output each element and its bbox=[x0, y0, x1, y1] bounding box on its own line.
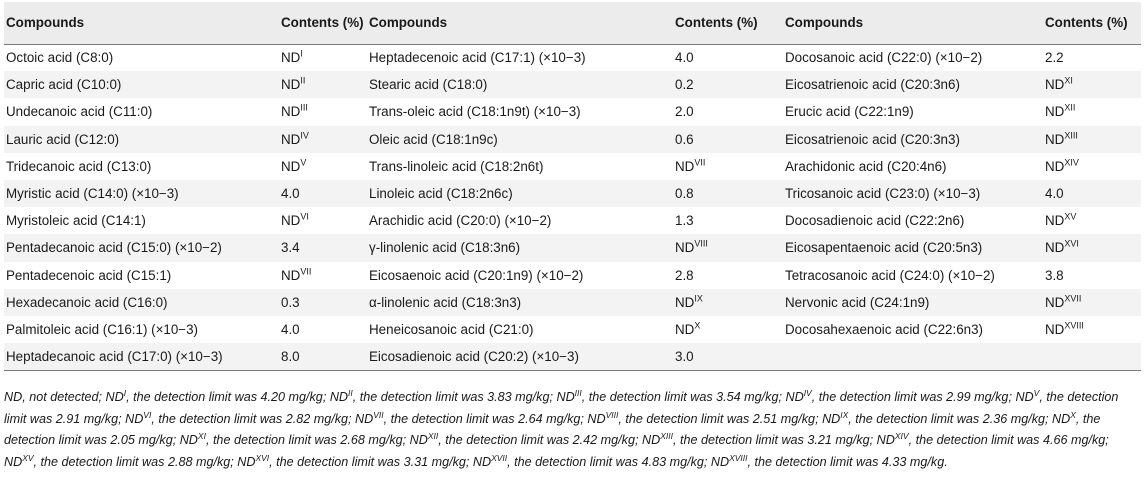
footnote-phrase: the detection limit was bbox=[445, 433, 570, 447]
content-value: ND bbox=[675, 321, 695, 337]
content-value: ND bbox=[675, 240, 695, 256]
content-value: 0.6 bbox=[675, 131, 694, 147]
footnote-superscript: XV bbox=[22, 452, 34, 463]
compound-name-cell: Arachidic acid (C20:0) (×10−2) bbox=[369, 213, 552, 229]
detection-limit-superscript: XVII bbox=[1064, 293, 1082, 304]
compound-name-cell: Undecanoic acid (C11:0) bbox=[6, 104, 153, 120]
content-value: 2.2 bbox=[1045, 50, 1064, 66]
content-value-cell bbox=[279, 289, 367, 316]
table-row bbox=[4, 234, 1141, 261]
content-value: ND bbox=[281, 104, 301, 120]
content-value-cell bbox=[673, 262, 783, 289]
content-value: ND bbox=[1045, 294, 1065, 310]
compound-name-cell: Lauric acid (C12:0) bbox=[6, 131, 120, 147]
detection-limit-superscript: V bbox=[300, 157, 307, 168]
compound-name-cell: Octoic acid (C8:0) bbox=[6, 50, 114, 66]
compound-name-cell: Heptadecanoic acid (C17:0) (×10−3) bbox=[4, 343, 279, 370]
table-body bbox=[4, 44, 1141, 370]
footnote-limit: 4.33 mg/kg bbox=[881, 454, 945, 469]
detection-limit-superscript: X bbox=[694, 320, 701, 331]
detection-limit-superscript: VII bbox=[694, 157, 706, 168]
footnote-nd-label: ND bbox=[785, 390, 804, 404]
content-value-cell bbox=[673, 316, 783, 343]
compound-name-cell: Arachidonic acid (C20:4n6) bbox=[785, 158, 947, 174]
footnote-phrase: the detection limit was bbox=[818, 390, 943, 404]
footnote-phrase: the detection limit was bbox=[4, 390, 1119, 426]
content-value: 4.0 bbox=[281, 321, 300, 337]
content-value-cell bbox=[279, 71, 367, 98]
footnote-nd-label: ND bbox=[237, 454, 256, 469]
compound-name-cell: Tricosanoic acid (C23:0) (×10−3) bbox=[785, 186, 981, 202]
footnote-item: $ND^{XIII}$, the detection limit was 3.21 mg/kg; bbox=[641, 430, 874, 447]
footnote-nd-label: ND bbox=[355, 411, 374, 426]
compound-name-cell: Eicosatrienoic acid (C20:3n6) bbox=[785, 77, 960, 93]
content-value: 1.3 bbox=[675, 213, 694, 229]
footnote-phrase: the detection limit was bbox=[276, 454, 401, 469]
content-value-cell bbox=[279, 343, 367, 370]
detection-limit-superscript: XIV bbox=[1064, 157, 1079, 168]
content-value-cell bbox=[279, 207, 367, 234]
footnote-phrase: the detection limit was bbox=[855, 411, 980, 426]
table-figure bbox=[0, 2, 1145, 492]
footnote-phrase: the detection limit was bbox=[158, 411, 283, 426]
footnote-superscript: XVIII bbox=[729, 452, 748, 463]
fatty-acid-table bbox=[4, 2, 1141, 371]
content-value: 2.8 bbox=[675, 267, 694, 283]
footnote-item: $ND^V$, the detection limit was 2.91 mg/kg; bbox=[4, 387, 1119, 426]
compound-name-cell: Stearic acid (C18:0) bbox=[369, 77, 488, 93]
content-value: ND bbox=[1045, 321, 1065, 337]
content-value: 2.0 bbox=[675, 104, 694, 120]
footnote-limit: 3.21 mg/kg bbox=[807, 433, 870, 447]
header-compounds-3: Compounds bbox=[783, 2, 1043, 44]
detection-limit-superscript: VI bbox=[300, 211, 309, 222]
content-value: 3.4 bbox=[281, 240, 300, 256]
footnote-nd-label: ND bbox=[710, 454, 730, 469]
header-compounds-2: Compounds bbox=[367, 2, 673, 44]
footnote-nd-label: ND bbox=[4, 454, 23, 469]
content-value-cell bbox=[279, 44, 367, 71]
content-value-cell bbox=[673, 98, 783, 125]
compound-name-cell: γ-linolenic acid (C18:3n6) bbox=[369, 240, 521, 256]
content-value: 8.0 bbox=[281, 348, 300, 364]
table-row bbox=[4, 262, 1141, 289]
footnote-limit: 2.36 mg/kg bbox=[982, 411, 1046, 426]
content-value-cell bbox=[673, 234, 783, 261]
footnote-nd-label: ND bbox=[329, 390, 349, 404]
content-value: ND bbox=[281, 158, 301, 174]
content-value: ND bbox=[1045, 104, 1065, 120]
footnote-superscript: III bbox=[574, 387, 582, 398]
footnote-nd-label: ND bbox=[1052, 411, 1071, 426]
footnote-superscript: II bbox=[348, 387, 353, 398]
compound-name-cell: Tetracosanoic acid (C24:0) (×10−2) bbox=[785, 267, 995, 283]
footnote-superscript: XVII bbox=[491, 452, 508, 463]
content-value-cell bbox=[1043, 343, 1141, 370]
content-value-cell bbox=[1043, 180, 1141, 207]
table-row bbox=[4, 153, 1141, 180]
detection-limit-superscript: IX bbox=[694, 293, 703, 304]
footnote-item: $ND^{VI}$, the detection limit was 2.82 mg/kg; bbox=[125, 409, 352, 426]
footnote-limit: 3.31 mg/kg bbox=[403, 454, 466, 469]
detection-limit-superscript: XVI bbox=[1064, 238, 1079, 249]
content-value: ND bbox=[281, 77, 301, 93]
detection-limit-superscript: XI bbox=[1064, 75, 1073, 86]
footnote-item: $ND^X$, the detection limit was 2.05 mg/kg; bbox=[4, 409, 1101, 447]
footnote-nd-label: ND bbox=[125, 411, 144, 426]
footnote-limit: 3.54 mg/kg bbox=[716, 390, 779, 404]
footnote-phrase: the detection limit was bbox=[390, 411, 515, 426]
compound-name-cell: Erucic acid (C22:1n9) bbox=[785, 104, 914, 120]
footnote-item: $ND^{XV}$, the detection limit was 2.88 mg/kg; bbox=[4, 452, 234, 469]
content-value-cell bbox=[673, 289, 783, 316]
footnote-superscript: IX bbox=[840, 409, 849, 420]
content-value-cell bbox=[279, 316, 367, 343]
content-value: 0.8 bbox=[675, 186, 694, 202]
header-compounds-1: Compounds bbox=[4, 2, 279, 44]
footnote-item: $ND^{XIV}$, the detection limit was 4.66 mg/kg; bbox=[876, 430, 1109, 447]
compound-name-cell: Heptadecenoic acid (C17:1) (×10−3) bbox=[369, 50, 586, 66]
table-row bbox=[4, 98, 1141, 125]
detection-limit-superscript: XII bbox=[1064, 103, 1076, 113]
footnote-superscript: X bbox=[1070, 409, 1076, 420]
compound-name-cell: Pentadecanoic acid (C15:0) (×10−2) bbox=[6, 240, 222, 256]
footnote-nd-label: ND bbox=[876, 433, 895, 447]
compound-name-cell: Docosanoic acid (C22:0) (×10−2) bbox=[785, 50, 983, 66]
content-value: ND bbox=[1045, 131, 1065, 147]
footnote-phrase: the detection limit was bbox=[212, 433, 337, 447]
footnote-intro: ND, not detected; bbox=[4, 390, 103, 404]
content-value: 4.0 bbox=[675, 50, 694, 66]
header-row bbox=[4, 2, 1141, 44]
footnote-item: $ND^{XVI}$, the detection limit was 3.31 mg/kg; bbox=[237, 452, 470, 469]
compound-name-cell: Eicosapentaenoic acid (C20:5n3) bbox=[785, 240, 983, 256]
footnote-superscript: VII bbox=[373, 409, 384, 420]
footnote-limit: 2.05 mg/kg bbox=[110, 433, 173, 447]
footnote-limit: 3.83 mg/kg bbox=[487, 390, 550, 404]
compound-name-cell: Nervonic acid (C24:1n9) bbox=[785, 294, 930, 310]
footnote-nd-label: ND bbox=[587, 411, 606, 426]
content-value: ND bbox=[675, 294, 695, 310]
content-value-cell bbox=[673, 207, 783, 234]
footnote-phrase: the detection limit was bbox=[40, 454, 165, 469]
header-contents-3: Contents (%) bbox=[1043, 2, 1141, 44]
content-value: 4.0 bbox=[281, 186, 300, 202]
content-value: 3.8 bbox=[1045, 267, 1064, 283]
footnote-limit: 2.99 mg/kg bbox=[946, 390, 1009, 404]
compound-name-cell: Docosahexaenoic acid (C22:6n3) bbox=[785, 321, 984, 337]
footnote-nd-label: ND bbox=[179, 433, 198, 447]
footnote-limit: 2.88 mg/kg bbox=[167, 454, 231, 469]
content-value-cell bbox=[1043, 126, 1141, 153]
footnote-limit: 2.68 mg/kg bbox=[340, 433, 403, 447]
table-row bbox=[4, 207, 1141, 234]
content-value-cell bbox=[1043, 44, 1141, 71]
content-value: ND bbox=[1045, 158, 1065, 174]
footnote-nd-label: ND bbox=[409, 433, 428, 447]
footnote-superscript: VIII bbox=[605, 409, 619, 420]
content-value: ND bbox=[1045, 77, 1065, 93]
table-row bbox=[4, 180, 1141, 207]
footnote-nd-label: ND bbox=[556, 390, 575, 404]
footnote-phrase: the detection limit was bbox=[625, 411, 750, 426]
detection-limit-superscript: XIII bbox=[1064, 130, 1078, 141]
compound-name-cell: Hexadecanoic acid (C16:0) bbox=[6, 294, 168, 310]
compound-name-cell: Eicosadienoic acid (C20:2) (×10−3) bbox=[367, 343, 673, 370]
content-value-cell bbox=[1043, 262, 1141, 289]
table-header bbox=[4, 2, 1141, 44]
content-value: ND bbox=[1045, 240, 1065, 256]
header-contents-2: Contents (%) bbox=[673, 2, 783, 44]
compound-name-cell: Trans-linoleic acid (C18:2n6t) bbox=[369, 158, 544, 174]
footnote-phrase: the detection limit was bbox=[514, 454, 639, 469]
content-value-cell bbox=[1043, 98, 1141, 125]
footnote-superscript: XIII bbox=[660, 430, 673, 441]
footnote-item: $ND^{VIII}$, the detection limit was 2.51 mg/kg; bbox=[587, 409, 819, 426]
content-value-cell bbox=[279, 126, 367, 153]
footnote-nd-label: ND bbox=[641, 433, 661, 447]
footnote-limit: 2.91 mg/kg bbox=[55, 411, 119, 426]
footnote-superscript: VI bbox=[143, 409, 152, 420]
footnote-nd-label: ND bbox=[1015, 390, 1034, 404]
footnote-phrase: the detection limit was bbox=[679, 433, 804, 447]
compound-name-cell: Myristic acid (C14:0) (×10−3) bbox=[6, 186, 179, 202]
table-row bbox=[4, 71, 1141, 98]
table-row bbox=[4, 289, 1141, 316]
content-value-cell bbox=[1043, 207, 1141, 234]
footnote-item: $ND^{XI}$, the detection limit was 2.68 mg/kg; bbox=[179, 430, 407, 447]
content-value: ND bbox=[1045, 213, 1065, 229]
content-value-cell bbox=[279, 153, 367, 180]
footnote-limit: 4.83 mg/kg bbox=[641, 454, 704, 469]
footnote-limit: 4.66 mg/kg bbox=[1042, 433, 1106, 447]
footnote-limit: 2.82 mg/kg bbox=[285, 411, 349, 426]
footnote-nd-label: ND bbox=[822, 411, 841, 426]
content-value-cell bbox=[1043, 316, 1141, 343]
content-value-cell bbox=[673, 126, 783, 153]
content-value: ND bbox=[675, 158, 695, 174]
content-value-cell bbox=[279, 98, 367, 125]
compound-name-cell: Eicosatrienoic acid (C20:3n3) bbox=[785, 131, 960, 147]
compound-name-cell: Linoleic acid (C18:2n6c) bbox=[369, 186, 513, 202]
content-value-cell bbox=[673, 71, 783, 98]
content-value: 4.0 bbox=[1045, 186, 1064, 202]
detection-limit-superscript: III bbox=[300, 103, 308, 113]
footnote-item: $ND^{III}$, the detection limit was 3.54 mg/kg; bbox=[556, 387, 782, 404]
footnote-limit: 2.51 mg/kg bbox=[752, 411, 816, 426]
compound-name-cell: Docosadienoic acid (C22:2n6) bbox=[785, 213, 965, 229]
footnote-superscript: XII bbox=[427, 430, 439, 441]
footnote-item: $ND^{XII}$, the detection limit was 2.42 mg/kg; bbox=[409, 430, 639, 447]
compound-name-cell: Tridecanoic acid (C13:0) bbox=[6, 158, 152, 174]
content-value-cell bbox=[1043, 289, 1141, 316]
content-value-cell bbox=[279, 180, 367, 207]
content-value: 0.2 bbox=[675, 77, 694, 93]
header-contents-1: Contents (%) bbox=[279, 2, 367, 44]
footnote-phrase: the detection limit was bbox=[915, 433, 1040, 447]
footnote-phrase: the detection limit was bbox=[754, 454, 879, 469]
content-value: ND bbox=[281, 267, 301, 283]
footnote-superscript: V bbox=[1033, 387, 1040, 398]
footnote-nd-label: ND bbox=[472, 454, 492, 469]
detection-limit-superscript: VIII bbox=[694, 238, 708, 249]
detection-limit-superscript: XV bbox=[1064, 211, 1077, 222]
compound-name-cell: Pentadecenoic acid (C15:1) bbox=[6, 267, 172, 283]
compound-name-cell: Myristoleic acid (C14:1) bbox=[6, 213, 146, 229]
table-row bbox=[4, 126, 1141, 153]
compound-name-cell: Palmitoleic acid (C16:1) (×10−3) bbox=[6, 321, 199, 337]
compound-name-cell bbox=[783, 343, 1043, 370]
footnote-item: $ND^{IX}$, the detection limit was 2.36 mg/kg; bbox=[822, 409, 1049, 426]
content-value: 3.0 bbox=[675, 348, 694, 364]
content-value-cell bbox=[1043, 71, 1141, 98]
footnote-superscript: XI bbox=[197, 430, 206, 441]
content-value: ND bbox=[281, 213, 301, 229]
footnote-superscript: XVI bbox=[255, 452, 270, 463]
compound-name-cell: Heneicosanoic acid (C21:0) bbox=[369, 321, 534, 337]
compound-name-cell: Trans-oleic acid (C18:1n9t) (×10−3) bbox=[369, 104, 581, 120]
footnote-item: $ND^{XVII}$, the detection limit was 4.83 mg/kg; bbox=[472, 452, 708, 469]
footnote-limit: 2.64 mg/kg bbox=[518, 411, 581, 426]
detection-limit-superscript: IV bbox=[300, 130, 309, 141]
table-footnote bbox=[4, 387, 1141, 473]
footnote-superscript: IV bbox=[803, 387, 812, 398]
table-row bbox=[4, 44, 1141, 71]
detection-limit-superscript: I bbox=[300, 48, 303, 59]
footnote-item: $ND^I$, the detection limit was 4.20 mg/kg; bbox=[105, 387, 327, 404]
content-value: ND bbox=[281, 50, 301, 66]
footnote-nd-label: ND bbox=[105, 390, 124, 404]
detection-limit-superscript: II bbox=[300, 75, 306, 86]
content-value-cell bbox=[1043, 153, 1141, 180]
footnote-superscript: XIV bbox=[894, 430, 909, 441]
footnote-item: $ND^{VII}$, the detection limit was 2.64 mg/kg; bbox=[355, 409, 584, 426]
compound-name-cell: α-linolenic acid (C18:3n3) bbox=[369, 294, 522, 310]
content-value-cell bbox=[673, 180, 783, 207]
content-value-cell bbox=[279, 262, 367, 289]
content-value-cell bbox=[1043, 234, 1141, 261]
footnote-phrase: the detection limit was bbox=[133, 390, 257, 404]
content-value-cell bbox=[673, 343, 783, 370]
footnote-item: $ND^{IV}$, the detection limit was 2.99 mg/kg; bbox=[785, 387, 1012, 404]
table-row bbox=[4, 343, 1141, 370]
footnote-item: $ND^{XVIII}$, the detection limit was 4.33 mg/kg. bbox=[710, 452, 948, 469]
detection-limit-superscript: VII bbox=[300, 266, 312, 277]
content-value: 0.3 bbox=[281, 294, 300, 310]
compound-name-cell: Oleic acid (C18:1n9c) bbox=[369, 131, 498, 147]
footnote-limit: 4.20 mg/kg bbox=[260, 390, 323, 404]
content-value-cell bbox=[673, 44, 783, 71]
compound-name-cell: Capric acid (C10:0) bbox=[6, 77, 122, 93]
compound-name-cell: Eicosaenoic acid (C20:1n9) (×10−2) bbox=[369, 267, 584, 283]
footnote-phrase: the detection limit was bbox=[4, 411, 1101, 447]
content-value-cell bbox=[673, 153, 783, 180]
content-value-cell bbox=[279, 234, 367, 261]
footnote-item: $ND^{II}$, the detection limit was 3.83 mg/kg; bbox=[329, 387, 553, 404]
detection-limit-superscript: XVIII bbox=[1064, 320, 1084, 331]
footnote-superscript: I bbox=[123, 387, 127, 398]
footnote-limit: 2.42 mg/kg bbox=[572, 433, 635, 447]
table-row bbox=[4, 316, 1141, 343]
footnote-phrase: the detection limit was bbox=[588, 390, 713, 404]
content-value: ND bbox=[281, 131, 301, 147]
footnote-phrase: the detection limit was bbox=[359, 390, 484, 404]
